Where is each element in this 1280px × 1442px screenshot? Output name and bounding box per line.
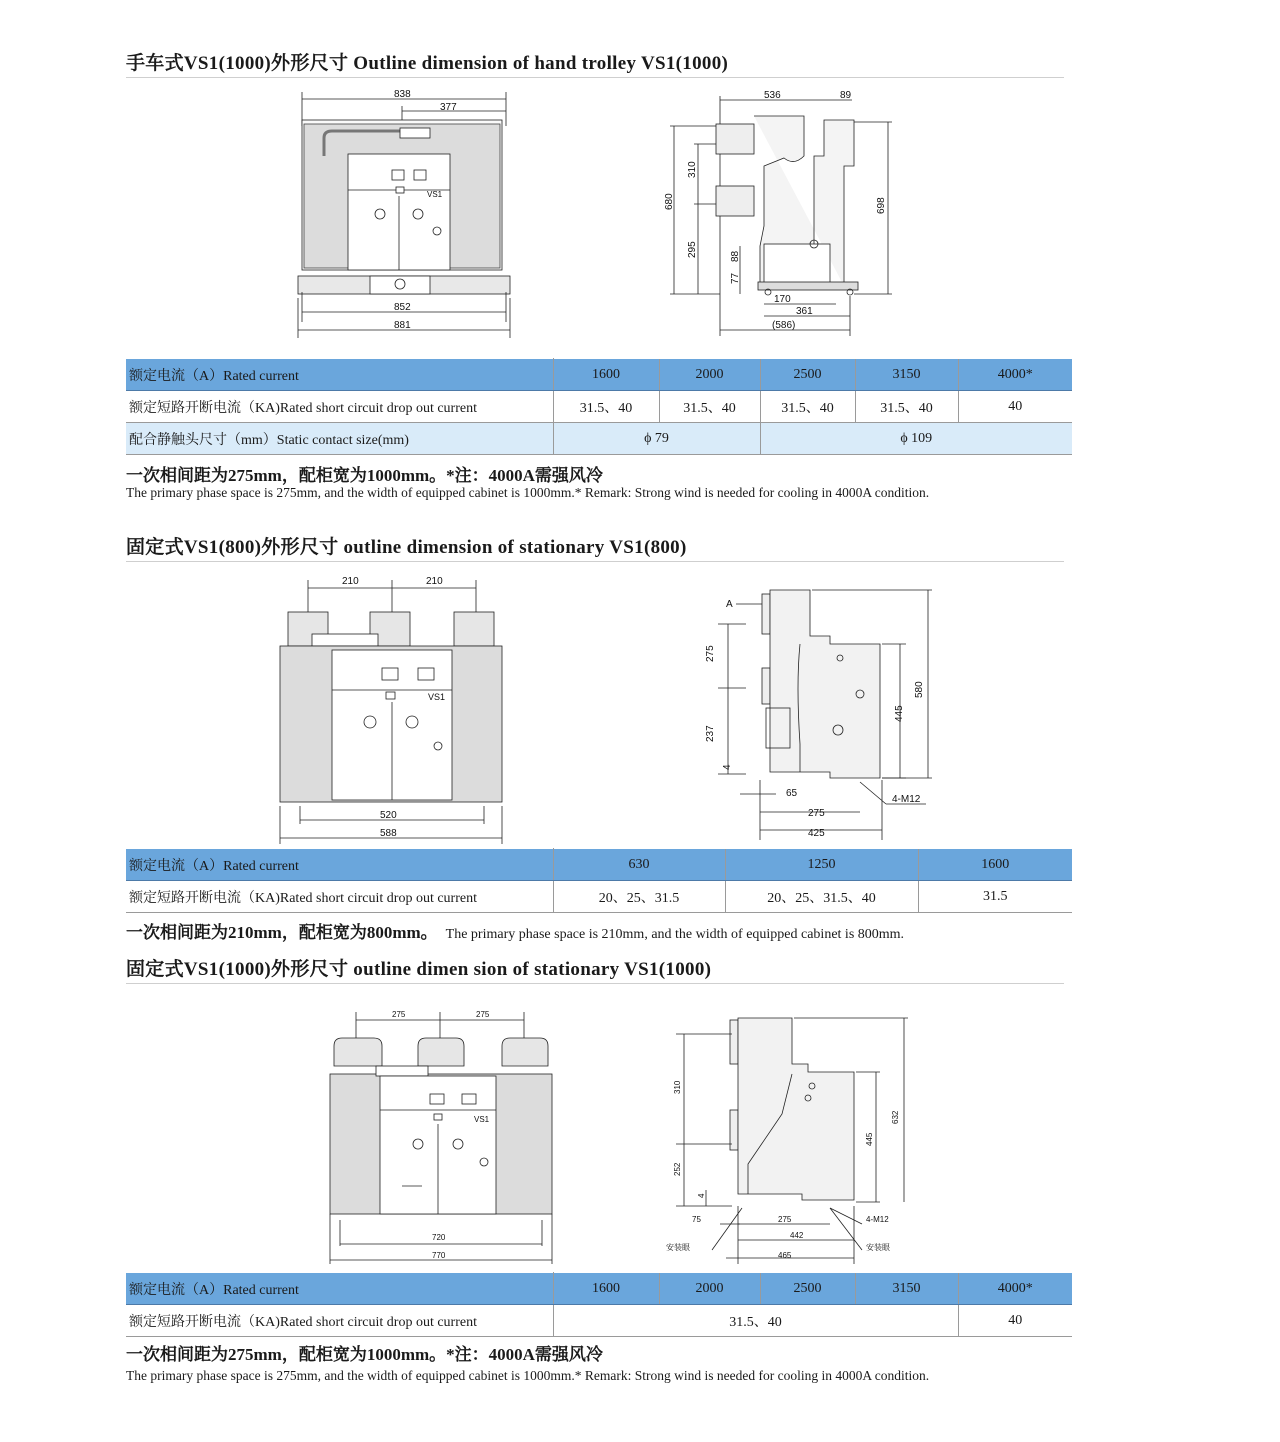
table-cell: 2000 xyxy=(659,359,760,391)
table-cell: 4000* xyxy=(958,359,1072,391)
dim-275-left: 275 xyxy=(392,1010,406,1019)
table-row xyxy=(126,1273,1072,1305)
table-cell: 2500 xyxy=(760,359,855,391)
dim-465: 465 xyxy=(778,1251,792,1260)
dim-838: 838 xyxy=(394,89,411,100)
dim-4-M12: 4-M12 xyxy=(866,1215,889,1224)
stationary-1000-front-drawing xyxy=(326,1006,556,1264)
section3-note-en: The primary phase space is 275mm, and the width of equipped cabinet is 1000mm.* Remark: Strong wind is needed for cooling in 4000A condition. xyxy=(126,1368,930,1383)
dim-680: 680 xyxy=(664,193,675,210)
stationary-800-front-drawing xyxy=(276,570,512,844)
dim-520: 520 xyxy=(380,810,397,821)
dim-445: 445 xyxy=(894,705,905,722)
dim-852: 852 xyxy=(394,302,411,313)
dim-445: 445 xyxy=(865,1132,874,1146)
section2-divider xyxy=(126,561,1064,562)
table-cell: 2000 xyxy=(659,1273,760,1305)
table-row xyxy=(126,359,1072,391)
table-cell: 4000* xyxy=(958,1273,1072,1305)
table-row xyxy=(126,1305,1072,1337)
table-cell: 3150 xyxy=(855,359,958,391)
dim-442: 442 xyxy=(790,1231,804,1240)
short-circuit-label: 额定短路开断电流（KA)Rated short circuit drop out current xyxy=(126,1305,553,1337)
section1-divider xyxy=(126,77,1064,78)
section3-spec-table xyxy=(126,1272,1072,1337)
hand-trolley-front-drawing xyxy=(290,86,520,338)
section1-title: 手车式VS1(1000)外形尺寸 Outline dimension of hand trolley VS1(1000) xyxy=(126,53,729,74)
table-row xyxy=(126,423,1072,455)
table-cell: 3150 xyxy=(855,1273,958,1305)
table-cell: ϕ 109 xyxy=(760,423,1072,455)
section2-note-en: The primary phase space is 210mm, and the width of equipped cabinet is 800mm. xyxy=(445,927,905,942)
table-cell: 40 xyxy=(958,1305,1072,1337)
dim-310: 310 xyxy=(673,1080,682,1094)
table-cell: 2500 xyxy=(760,1273,855,1305)
dim-361: 361 xyxy=(796,306,813,317)
section1-spec-table xyxy=(126,358,1072,455)
dim-275-right: 275 xyxy=(476,1010,490,1019)
mounting-hole-right-label: 安装眼 xyxy=(866,1243,890,1252)
dim-588: 588 xyxy=(380,828,397,839)
panel-label: VS1 xyxy=(474,1115,490,1124)
dim-720: 720 xyxy=(432,1233,446,1242)
dim-77: 77 xyxy=(730,272,741,284)
section2-note-cn: 一次相间距为210mm，配柜宽为800mm。 xyxy=(126,923,438,942)
table-row xyxy=(126,849,1072,881)
table-cell: 20、25、31.5 xyxy=(553,881,725,913)
dim-425: 425 xyxy=(808,828,825,839)
dim-310: 310 xyxy=(687,161,698,178)
table-cell: 40 xyxy=(958,391,1072,423)
table-cell: 630 xyxy=(553,849,725,881)
table-cell: ϕ 79 xyxy=(553,423,760,455)
panel-label: VS1 xyxy=(427,190,443,199)
dim-237: 237 xyxy=(705,725,716,742)
dim-89: 89 xyxy=(840,90,852,101)
dim-65: 65 xyxy=(786,788,798,799)
section1-note-en: The primary phase space is 275mm, and the width of equipped cabinet is 1000mm.* Remark: Strong wind is needed for cooling in 4000A condition. xyxy=(126,485,930,500)
table-cell: 1250 xyxy=(725,849,918,881)
table-cell: 31.5 xyxy=(918,881,1072,913)
stationary-1000-side-drawing xyxy=(662,1014,912,1266)
dim-586: (586) xyxy=(772,320,796,331)
dim-275-horizontal: 275 xyxy=(778,1215,792,1224)
rated-current-label: 额定电流（A）Rated current xyxy=(126,359,553,391)
dim-881: 881 xyxy=(394,320,411,331)
section2-spec-table xyxy=(126,848,1072,913)
mounting-hole-left-label: 安装眼 xyxy=(666,1243,690,1252)
dim-170: 170 xyxy=(774,294,791,305)
table-cell: 1600 xyxy=(553,1273,659,1305)
section2-note xyxy=(126,918,904,943)
dim-252: 252 xyxy=(673,1162,682,1176)
dim-4-M12: 4-M12 xyxy=(892,794,921,805)
section1-note-cn: 一次相间距为275mm，配柜宽为1000mm。*注：4000A需强风冷 xyxy=(126,466,603,485)
dim-770: 770 xyxy=(432,1251,446,1260)
section3-note-cn: 一次相间距为275mm，配柜宽为1000mm。*注：4000A需强风冷 xyxy=(126,1345,603,1364)
section3-title: 固定式VS1(1000)外形尺寸 outline dimen sion of stationary VS1(1000) xyxy=(126,959,712,980)
short-circuit-label: 额定短路开断电流（KA)Rated short circuit drop out current xyxy=(126,391,553,423)
dim-632: 632 xyxy=(891,1110,900,1124)
dim-88: 88 xyxy=(730,250,741,262)
table-cell: 1600 xyxy=(553,359,659,391)
section3-divider xyxy=(126,983,1064,984)
dim-A: A xyxy=(726,599,733,610)
stationary-800-side-drawing xyxy=(700,584,940,842)
table-cell: 31.5、40 xyxy=(855,391,958,423)
table-cell: 31.5、40 xyxy=(760,391,855,423)
rated-current-label: 额定电流（A）Rated current xyxy=(126,849,553,881)
table-row xyxy=(126,391,1072,423)
table-row xyxy=(126,881,1072,913)
dim-4: 4 xyxy=(722,764,733,770)
panel-label: VS1 xyxy=(428,692,446,702)
table-cell: 31.5、40 xyxy=(553,1305,958,1337)
dim-377: 377 xyxy=(440,102,457,113)
dim-295: 295 xyxy=(687,241,698,258)
dim-698: 698 xyxy=(876,197,887,214)
rated-current-label: 额定电流（A）Rated current xyxy=(126,1273,553,1305)
table-cell: 31.5、40 xyxy=(659,391,760,423)
dim-75: 75 xyxy=(692,1215,701,1224)
short-circuit-label: 额定短路开断电流（KA)Rated short circuit drop out current xyxy=(126,881,553,913)
table-cell: 31.5、40 xyxy=(553,391,659,423)
dim-275-vertical: 275 xyxy=(705,645,716,662)
table-cell: 1600 xyxy=(918,849,1072,881)
table-cell: 20、25、31.5、40 xyxy=(725,881,918,913)
dim-536: 536 xyxy=(764,90,781,101)
dim-275-horizontal: 275 xyxy=(808,808,825,819)
dim-580: 580 xyxy=(914,681,925,698)
dim-210-right: 210 xyxy=(426,576,443,587)
dim-210-left: 210 xyxy=(342,576,359,587)
contact-size-label: 配合静触头尺寸（mm）Static contact size(mm) xyxy=(126,423,553,455)
dim-4: 4 xyxy=(697,1193,706,1198)
hand-trolley-side-drawing xyxy=(664,86,904,338)
section2-title: 固定式VS1(800)外形尺寸 outline dimension of stationary VS1(800) xyxy=(126,537,687,558)
